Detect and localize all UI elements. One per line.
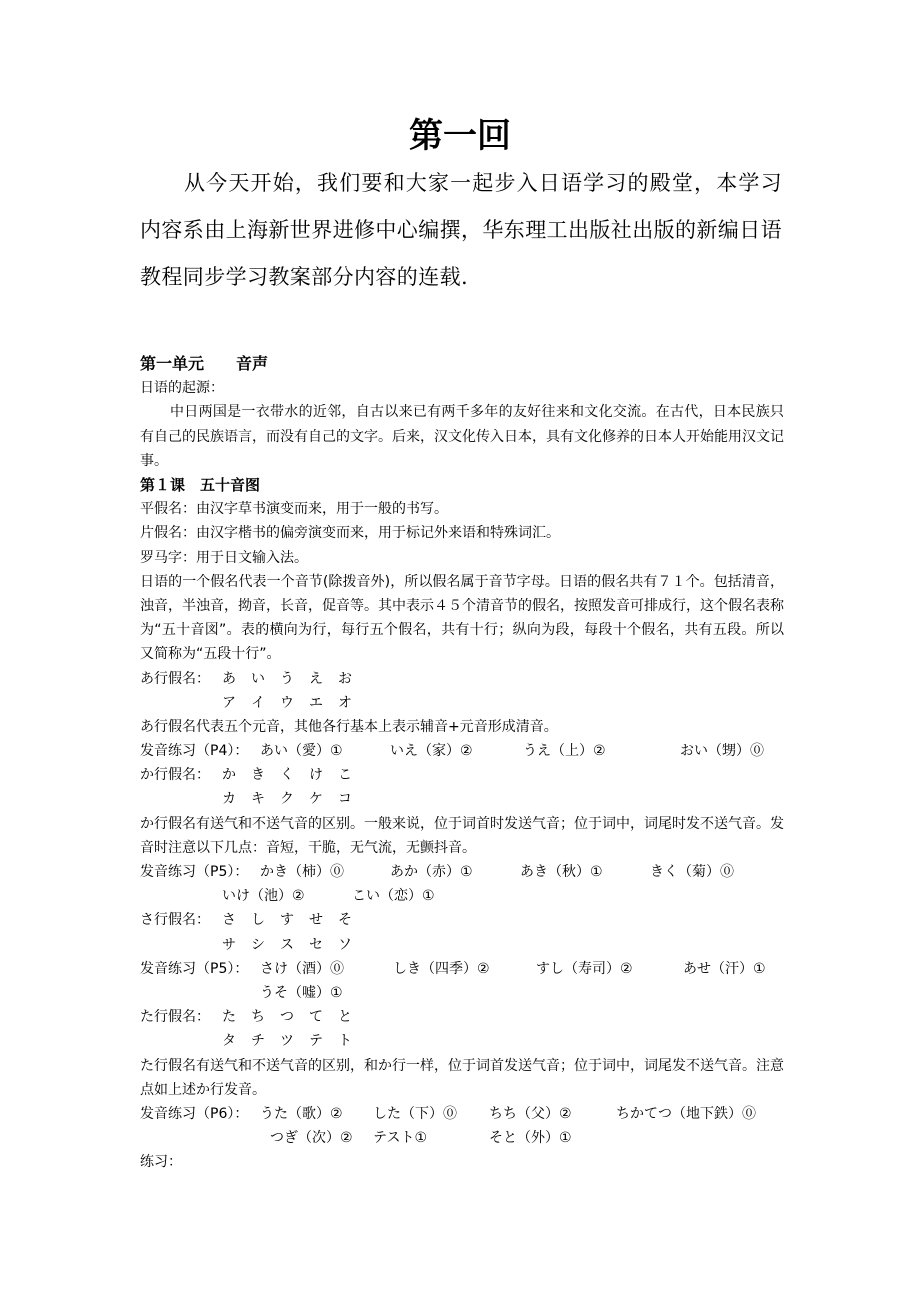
kana: そ [338, 912, 352, 929]
kana: こ [338, 767, 352, 784]
kana: セ [309, 936, 323, 953]
kana: ク [280, 791, 294, 808]
practice-item: すし（寿司）② [536, 960, 633, 977]
kana: オ [338, 694, 352, 711]
kana: テ [309, 1033, 323, 1050]
romaji-definition: 罗马字：用于日文输入法。 [140, 549, 308, 566]
sa-row-katakana [140, 933, 784, 957]
practice-item: さけ（酒）⓪ [260, 960, 344, 977]
kana: カ [222, 791, 236, 808]
practice-item: いけ（池）② [222, 888, 305, 905]
practice-item: おい（甥）⓪ [680, 743, 764, 760]
a-row-note: あ行假名代表五个元音，其他各行基本上表示辅音+元音形成清音。 [140, 718, 558, 735]
kana: ソ [338, 936, 352, 953]
practice-p5b-cont [140, 981, 784, 1005]
kana: ツ [280, 1033, 294, 1050]
kana: エ [309, 694, 323, 711]
kana: え [309, 670, 323, 687]
kana: チ [251, 1033, 265, 1050]
kana: し [251, 912, 265, 929]
ka-row-katakana [140, 787, 784, 811]
practice-item: うた（歌）② [260, 1105, 343, 1122]
kana: く [280, 767, 294, 784]
sa-row-hiragana [140, 908, 784, 932]
origin-label: 日语的起源： [140, 380, 224, 397]
kana: ト [338, 1033, 352, 1050]
practice-p5a-cont [140, 884, 784, 908]
katakana-definition: 片假名：由汉字楷书的偏旁演变而来，用于标记外来语和特殊词汇。 [140, 525, 560, 542]
ka-row-hiragana [140, 763, 784, 787]
practice-label: 发音练习（P4）： [140, 743, 249, 760]
kana: ス [280, 936, 294, 953]
kana: い [251, 670, 265, 687]
practice-item: あせ（汗）① [683, 960, 766, 977]
practice-item: ちかてつ（地下鉄）⓪ [616, 1105, 756, 1122]
a-row-hiragana [140, 667, 784, 691]
kana: イ [251, 694, 265, 711]
kana: か [222, 767, 236, 784]
gojuon-paragraph: 日语的一个假名代表一个音节(除拨音外)，所以假名属于音节字母。日语的假名共有７１个。包括清音，浊音，半浊音，拗音，长音，促音等。其中表示４５个清音节的假名，按照发音可排成行，这个假名表称为“五十音図”。表的横向为行，每行五个假名，共有十行；纵向为段，每段十个假名，共有五段。所以又简称为“五段十行”。 [140, 573, 784, 663]
practice-item: こい（恋）① [352, 888, 435, 905]
kana: サ [222, 936, 236, 953]
practice-item: いえ（家）② [390, 743, 473, 760]
kana: つ [280, 1009, 294, 1026]
practice-item: しき（四季）② [393, 960, 490, 977]
sa-row-label: さ行假名： [140, 912, 210, 929]
kana: う [280, 670, 294, 687]
ta-row-katakana [140, 1029, 784, 1053]
practice-p4 [140, 739, 784, 763]
practice-item: あい（愛）① [260, 743, 343, 760]
origin-paragraph: 中日两国是一衣带水的近邻，自古以来已有两千多年的友好往来和文化交流。在古代，日本民族只有自己的民族语言，而没有自己的文字。后来，汉文化传入日本，具有文化修养的日本人开始能用汉文记事。 [140, 404, 784, 469]
kana: す [280, 912, 294, 929]
lesson-body [140, 352, 784, 1175]
kana: さ [222, 912, 236, 929]
hiragana-definition: 平假名：由汉字草书演变而来，用于一般的书写。 [140, 501, 448, 518]
ta-row-note: た行假名有送气和不送气音的区别，和か行一样，位于词首发送气音；位于词中，词尾发不送气音。注意点如上述か行发音。 [140, 1057, 784, 1098]
kana: お [338, 670, 352, 687]
practice-item: あか（赤）① [390, 864, 473, 881]
kana: て [309, 1009, 323, 1026]
intro-paragraph: 从今天开始，我们要和大家一起步入日语学习的殿堂，本学习内容系由上海新世界进修中心编撰，华东理工出版社出版的新编日语教程同步学习教案部分内容的连载. [140, 171, 782, 289]
practice-label: 发音练习（P5）： [140, 960, 249, 977]
ka-row-note: か行假名有送气和不送气音的区别。一般来说，位于词首时发送气音；位于词中，词尾时发不送气音。发音时注意以下几点：音短，干脆，无气流，无颤抖音。 [140, 815, 784, 856]
practice-item: そと（外）① [489, 1130, 572, 1147]
kana: ウ [280, 694, 294, 711]
exercise-label: 练习： [140, 1154, 182, 1171]
kana: コ [338, 791, 352, 808]
kana: シ [251, 936, 265, 953]
kana: た [222, 1009, 236, 1026]
practice-item: ちち（父）② [489, 1105, 572, 1122]
kana: き [251, 767, 265, 784]
kana: ア [222, 694, 236, 711]
practice-p5b [140, 957, 784, 981]
a-row-label: あ行假名： [140, 670, 210, 687]
page-title: 第一回 [409, 116, 511, 156]
ta-row-hiragana [140, 1005, 784, 1029]
practice-item: テスト① [373, 1130, 427, 1147]
practice-item: うそ（嘘）① [260, 985, 343, 1002]
practice-label: 发音练习（P5）： [140, 864, 249, 881]
practice-item: あき（秋）① [520, 864, 603, 881]
practice-p6-cont [140, 1126, 784, 1150]
kana: ち [251, 1009, 265, 1026]
practice-p6 [140, 1102, 784, 1126]
kana: キ [251, 791, 265, 808]
kana: け [309, 767, 323, 784]
practice-item: かき（柿）⓪ [260, 864, 344, 881]
kana: ケ [309, 791, 323, 808]
lesson-heading: 第１课 五十音图 [140, 475, 261, 494]
kana: せ [309, 912, 323, 929]
unit-heading: 第一单元 音声 [140, 354, 269, 373]
practice-item: きく（菊）⓪ [650, 864, 734, 881]
practice-label: 发音练习（P6）： [140, 1105, 249, 1122]
ta-row-label: た行假名： [140, 1009, 210, 1026]
kana: あ [222, 670, 236, 687]
a-row-katakana [140, 691, 784, 715]
kana: と [338, 1009, 352, 1026]
kana: タ [222, 1033, 236, 1050]
ka-row-label: か行假名： [140, 767, 210, 784]
practice-item: した（下）⓪ [373, 1105, 457, 1122]
practice-item: うえ（上）② [523, 743, 606, 760]
practice-item: つぎ（次）② [270, 1130, 353, 1147]
practice-p5a [140, 860, 784, 884]
